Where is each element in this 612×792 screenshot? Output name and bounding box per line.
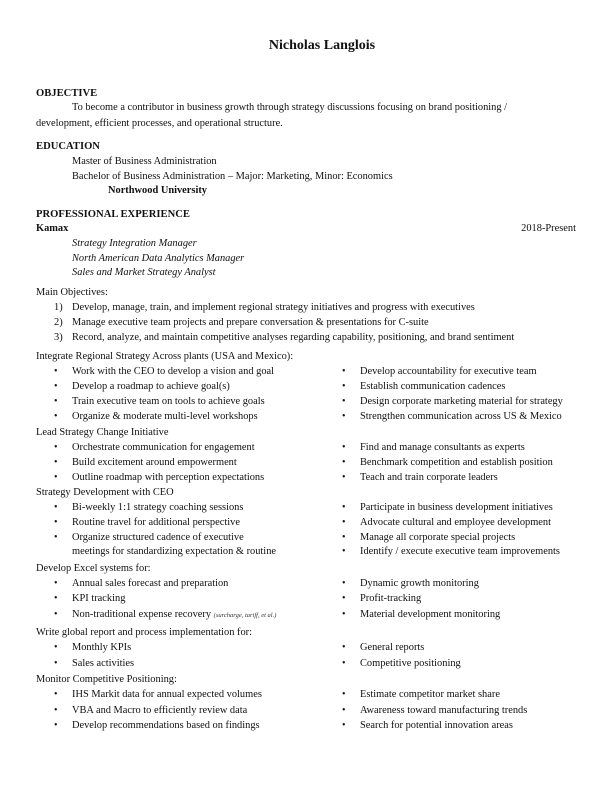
bullet-icon: • (54, 720, 58, 731)
list-item: Develop a roadmap to achieve goal(s) (72, 381, 230, 392)
main-objectives-label: Main Objectives: (36, 287, 108, 298)
bullet-icon: • (342, 532, 346, 543)
bullet-icon: • (342, 396, 346, 407)
bullet-icon: • (342, 658, 346, 669)
bullet-icon: • (342, 609, 346, 620)
list-item: Advocate cultural and employee development (360, 517, 551, 528)
section-title: Lead Strategy Change Initiative (36, 427, 169, 438)
bullet-icon: • (342, 642, 346, 653)
list-item-text: Non-traditional expense recovery (72, 609, 212, 620)
list-item: Material development monitoring (360, 609, 501, 620)
bullet-icon: • (54, 442, 58, 453)
bullet-icon: • (342, 705, 346, 716)
bullet-icon: • (54, 689, 58, 700)
bullet-icon: • (54, 472, 58, 483)
list-item: Participate in business development initiatives (360, 502, 553, 513)
list-item: Strengthen communication across US & Mexico (360, 411, 562, 422)
list-item-continuation: meetings for standardizing expectation & routine (72, 546, 276, 557)
list-item: Routine travel for additional perspective (72, 517, 240, 528)
list-item-note: (surcharge, tariff, et al.) (213, 612, 277, 619)
objective-heading: OBJECTIVE (36, 88, 98, 99)
list-item: Sales activities (72, 658, 135, 669)
education-heading: EDUCATION (36, 141, 100, 152)
bullet-icon: • (54, 411, 58, 422)
candidate-name: Nicholas Langlois (268, 38, 376, 53)
bullet-icon: • (54, 593, 58, 604)
bullet-icon: • (342, 457, 346, 468)
bullet-icon: • (54, 642, 58, 653)
list-item: Benchmark competition and establish position (360, 457, 553, 468)
objective-item: Develop, manage, train, and implement regional strategy initiatives and progress with executives (72, 302, 475, 313)
list-item: Teach and train corporate leaders (360, 472, 498, 483)
list-item: Design corporate marketing material for strategy (360, 396, 563, 407)
list-item: IHS Markit data for annual expected volumes (72, 689, 262, 700)
bullet-icon: • (54, 517, 58, 528)
degree-bba: Bachelor of Business Administration – Major: Marketing, Minor: Economics (72, 171, 393, 182)
list-item: Monthly KPIs (72, 642, 132, 653)
bullet-icon: • (342, 593, 346, 604)
list-item: Train executive team on tools to achieve goals (72, 396, 265, 407)
objective-number: 2) (54, 317, 63, 328)
list-item: General reports (360, 642, 425, 653)
bullet-icon: • (54, 705, 58, 716)
bullet-icon: • (54, 381, 58, 392)
list-item: Work with the CEO to develop a vision and goal (72, 366, 275, 377)
section-title: Integrate Regional Strategy Across plants (USA and Mexico): (36, 351, 294, 362)
list-item: Estimate competitor market share (360, 689, 500, 700)
bullet-icon: • (54, 502, 58, 513)
list-item (72, 608, 276, 622)
employment-dates: 2018-Present (521, 223, 576, 234)
degree-mba: Master of Business Administration (72, 156, 217, 167)
list-item: Develop accountability for executive team (360, 366, 537, 377)
list-item: Organize structured cadence of executive (72, 532, 244, 543)
bullet-icon: • (54, 609, 58, 620)
bullet-icon: • (342, 381, 346, 392)
bullet-icon: • (54, 457, 58, 468)
list-item: Develop recommendations based on findings (72, 720, 260, 731)
bullet-icon: • (54, 578, 58, 589)
section-title: Strategy Development with CEO (36, 487, 174, 498)
objective-line-2: development, efficient processes, and operational structure. (36, 118, 283, 129)
bullet-icon: • (54, 396, 58, 407)
list-item: VBA and Macro to efficiently review data (72, 705, 248, 716)
list-item: Find and manage consultants as experts (360, 442, 525, 453)
list-item: Orchestrate communication for engagement (72, 442, 255, 453)
objective-item: Record, analyze, and maintain competitive analyses regarding capability, positioning, and brand sentiment (72, 332, 515, 343)
bullet-icon: • (342, 366, 346, 377)
list-item: Search for potential innovation areas (360, 720, 513, 731)
job-title: North American Data Analytics Manager (72, 253, 245, 264)
section-title: Monitor Competitive Positioning: (36, 674, 177, 685)
bullet-icon: • (342, 517, 346, 528)
list-item: Dynamic growth monitoring (360, 578, 479, 589)
bullet-icon: • (342, 720, 346, 731)
list-item: Profit-tracking (360, 593, 422, 604)
bullet-icon: • (342, 578, 346, 589)
bullet-icon: • (342, 442, 346, 453)
job-title: Strategy Integration Manager (72, 238, 197, 249)
bullet-icon: • (342, 546, 346, 557)
list-item: KPI tracking (72, 593, 126, 604)
bullet-icon: • (54, 532, 58, 543)
objective-number: 1) (54, 302, 63, 313)
bullet-icon: • (342, 472, 346, 483)
school-name: Northwood University (108, 185, 207, 196)
bullet-icon: • (54, 658, 58, 669)
bullet-icon: • (54, 366, 58, 377)
bullet-icon: • (342, 689, 346, 700)
list-item: Competitive positioning (360, 658, 461, 669)
list-item: Manage all corporate special projects (360, 532, 516, 543)
objective-number: 3) (54, 332, 63, 343)
list-item: Annual sales forecast and preparation (72, 578, 229, 589)
list-item: Establish communication cadences (360, 381, 506, 392)
list-item: Identify / execute executive team improvements (360, 546, 560, 557)
section-title: Write global report and process implementation for: (36, 627, 252, 638)
section-title: Develop Excel systems for: (36, 563, 151, 574)
list-item: Awareness toward manufacturing trends (360, 705, 528, 716)
list-item: Build excitement around empowerment (72, 457, 237, 468)
list-item: Outline roadmap with perception expectations (72, 472, 265, 483)
objective-item: Manage executive team projects and prepare conversation & presentations for C-suite (72, 317, 429, 328)
experience-heading: PROFESSIONAL EXPERIENCE (36, 209, 190, 220)
list-item: Organize & moderate multi-level workshops (72, 411, 258, 422)
list-item: Bi-weekly 1:1 strategy coaching sessions (72, 502, 244, 513)
bullet-icon: • (342, 411, 346, 422)
bullet-icon: • (342, 502, 346, 513)
objective-line-1: To become a contributor in business growth through strategy discussions focusing on brand positioning / (72, 102, 508, 113)
job-title: Sales and Market Strategy Analyst (72, 267, 216, 278)
company-name: Kamax (36, 223, 69, 234)
